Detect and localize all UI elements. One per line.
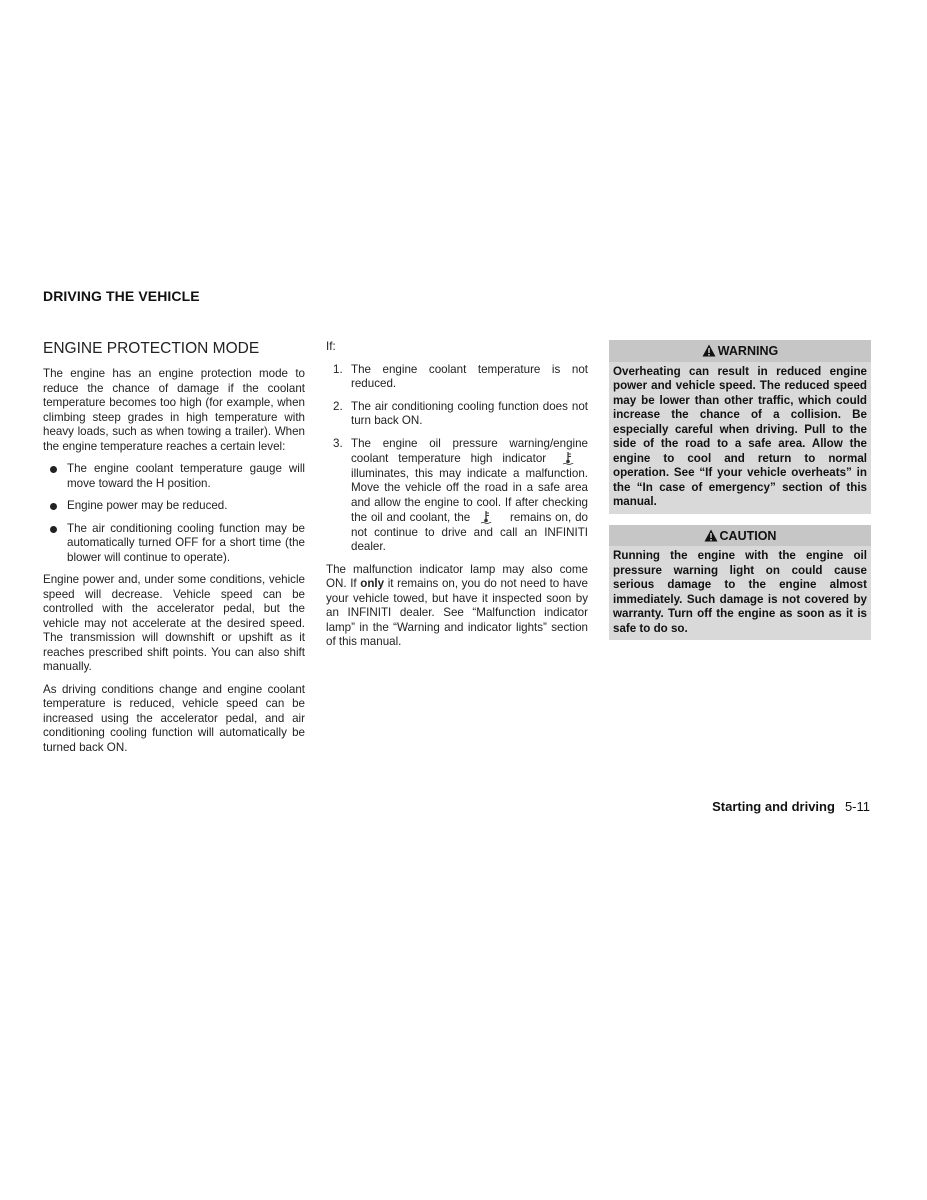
list-item: The engine coolant temperature gauge will move toward the H position. bbox=[43, 462, 305, 491]
condition-list bbox=[43, 462, 305, 565]
if-label: If: bbox=[326, 340, 336, 353]
malfunction-paragraph: The malfunction indicator lamp may also come ON. If only it remains on, you do not need to have your vehicle towed, but have it inspected soon by an INFINITI dealer. See “Malfunction indicator lamp” in the “Warning and indicator lights” section of this manual. bbox=[326, 562, 588, 648]
warning-header: WARNING bbox=[609, 340, 871, 362]
numbered-list bbox=[326, 363, 588, 555]
page-number: 5-11 bbox=[844, 799, 870, 814]
warning-triangle-icon bbox=[704, 529, 718, 542]
caution-header: CAUTION bbox=[609, 525, 871, 547]
right-column bbox=[609, 340, 871, 640]
coolant-temperature-indicator-icon bbox=[480, 510, 492, 524]
body-paragraph: Engine power and, under some conditions, vehicle speed will decrease. Vehicle speed can be controlled with the accelerator pedal, but the vehicle may not accelerate at the desired speed. The transmission will downshift or upshift as it reaches prescribed shift points. You can also shift manually. bbox=[43, 573, 305, 673]
list-item: The air conditioning cooling function may be automatically turned OFF for a short time (the blower will continue to operate). bbox=[43, 522, 305, 566]
warning-box bbox=[609, 340, 871, 514]
body-paragraph: As driving conditions change and engine coolant temperature is reduced, vehicle speed can be increased using the accelerator pedal, and air conditioning cooling function will automatically be turned back ON. bbox=[43, 682, 305, 754]
bullet-icon bbox=[50, 466, 57, 473]
middle-column bbox=[326, 340, 588, 658]
list-item: 3. The engine oil pressure warning/engine coolant temperature high indicator illuminates, this may indicate a malfunction. Move the vehicle off the road in a safe area and allow the engine to cool. If after checking the oil and coolant, the remains on, do not continue to drive and call an INFINITI dealer. bbox=[333, 436, 588, 553]
intro-paragraph: The engine has an engine protection mode to reduce the chance of damage if the coolant temperature becomes too high (for example, when climbing steep grades in high temperature with heavy loads, such as when towing a trailer). When the engine temperature reaches a certain level: bbox=[43, 367, 305, 453]
caution-body: Running the engine with the engine oil pressure warning light on could cause serious damage to the engine almost immediately. Such damage is not covered by warranty. Turn off the engine as soon as it is safe to do so. bbox=[613, 549, 867, 635]
page-footer bbox=[712, 799, 870, 814]
list-item: 2. The air conditioning cooling function does not turn back ON. bbox=[333, 399, 588, 427]
engine-protection-heading: ENGINE PROTECTION MODE bbox=[43, 340, 260, 357]
coolant-temperature-indicator-icon bbox=[562, 451, 574, 465]
caution-box bbox=[609, 525, 871, 641]
warning-body: Overheating can result in reduced engine power and vehicle speed. The reduced speed may be lower than other traffic, which could increase the chance of a collision. Be especially careful when driving. Pull to the side of the road to a safe area. Allow the engine to cool and return to normal operation. See “If your vehicle overheats” in the “In case of emergency” section of this manual. bbox=[613, 364, 867, 508]
left-column bbox=[43, 340, 305, 763]
list-item: Engine power may be reduced. bbox=[43, 499, 305, 514]
warning-triangle-icon bbox=[702, 344, 716, 357]
section-header: DRIVING THE VEHICLE bbox=[43, 288, 200, 304]
footer-section-title: Starting and driving bbox=[712, 799, 835, 814]
bullet-icon bbox=[50, 503, 57, 510]
bullet-icon bbox=[50, 526, 57, 533]
list-item: 1. The engine coolant temperature is not reduced. bbox=[333, 362, 588, 390]
